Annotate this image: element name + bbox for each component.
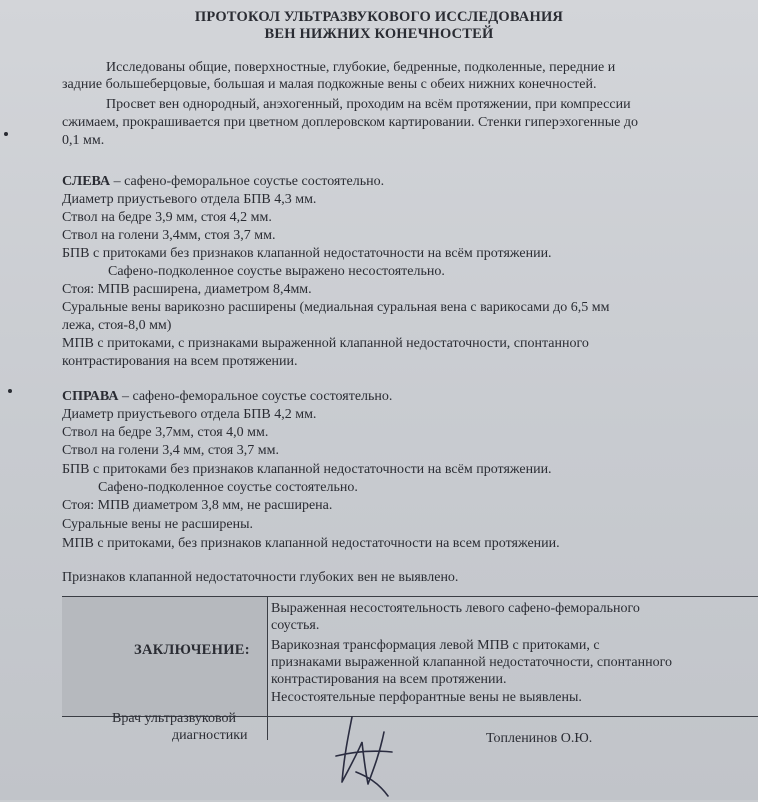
left-line: Ствол на бедре 3,9 мм, стоя 4,2 мм. bbox=[62, 210, 272, 225]
deep-veins-statement: Признаков клапанной недостаточности глубоких вен не выявлено. bbox=[62, 570, 459, 585]
left-line: БПВ с притоками без признаков клапанной недостаточности на всём протяжении. bbox=[62, 246, 552, 261]
conclusion-label: ЗАКЛЮЧЕНИЕ: bbox=[134, 642, 250, 658]
right-heading: СПРАВА bbox=[62, 389, 119, 404]
conclusion-line: контрастирования на всем протяжении. bbox=[271, 672, 507, 687]
intro-line: Исследованы общие, поверхностные, глубокие, бедренные, подколенные, передние и bbox=[106, 60, 616, 75]
right-line: Диаметр приустьевого отдела БПВ 4,2 мм. bbox=[62, 407, 317, 422]
right-line: Ствол на голени 3,4 мм, стоя 3,7 мм. bbox=[62, 443, 279, 458]
right-line: Ствол на бедре 3,7мм, стоя 4,0 мм. bbox=[62, 425, 269, 440]
conclusion-line: соустья. bbox=[271, 618, 320, 633]
left-line: Сафено-подколенное соустье выражено несостоятельно. bbox=[108, 264, 445, 279]
right-heading-rest: – сафено-феморальное соустье состоятельно. bbox=[118, 389, 393, 404]
margin-mark bbox=[4, 132, 8, 136]
intro-line: 0,1 мм. bbox=[62, 133, 105, 148]
conclusion-line: Несостоятельные перфорантные вены не выявлены. bbox=[271, 690, 582, 705]
handwritten-signature bbox=[322, 712, 412, 802]
left-line: лежа, стоя-8,0 мм) bbox=[62, 318, 172, 333]
right-line: Сафено-подколенное соустье состоятельно. bbox=[98, 480, 358, 495]
left-line: контрастирования на всем протяжении. bbox=[62, 354, 298, 369]
right-heading-line bbox=[62, 388, 392, 405]
intro-line: задние большеберцовые, большая и малая подкожные вены с обеих нижних конечностей. bbox=[62, 77, 597, 92]
right-line: МПВ с притоками, без признаков клапанной недостаточности на всем протяжении. bbox=[62, 536, 560, 551]
conclusion-line: Варикозная трансформация левой МПВ с притоками, с bbox=[271, 638, 600, 653]
conclusion-line: Выраженная несостоятельность левого сафено-феморального bbox=[271, 601, 640, 616]
right-line: Суральные вены не расширены. bbox=[62, 517, 253, 532]
left-heading: СЛЕВА bbox=[62, 174, 111, 189]
left-line: МПВ с притоками, с признаками выраженной клапанной недостаточности, спонтанного bbox=[62, 336, 589, 351]
title-line-2: ВЕН НИЖНИХ КОНЕЧНОСТЕЙ bbox=[264, 26, 494, 42]
intro-line: Просвет вен однородный, анэхогенный, проходим на всём протяжении, при компрессии bbox=[106, 97, 631, 112]
left-line: Суральные вены варикозно расширены (медиальная суральная вена с варикосами до 6,5 мм bbox=[62, 300, 610, 315]
conclusion-label-cell bbox=[62, 597, 268, 717]
title-line-1: ПРОТОКОЛ УЛЬТРАЗВУКОВОГО ИССЛЕДОВАНИЯ bbox=[194, 9, 564, 25]
left-heading-line bbox=[62, 173, 384, 190]
right-line: Стоя: МПВ диаметром 3,8 мм, не расширена. bbox=[62, 498, 333, 513]
conclusion-line: признаками выраженной клапанной недостаточности, спонтанного bbox=[271, 655, 672, 670]
left-heading-rest: – сафено-феморальное соустье состоятельно. bbox=[110, 174, 385, 189]
left-line: Стоя: МПВ расширена, диаметром 8,4мм. bbox=[62, 282, 312, 297]
margin-mark bbox=[8, 389, 12, 393]
doctor-role-line-2: диагностики bbox=[172, 728, 248, 743]
right-line: БПВ с притоками без признаков клапанной недостаточности на всём протяжении. bbox=[62, 462, 552, 477]
doctor-name: Топленинов О.Ю. bbox=[486, 731, 593, 746]
intro-line: сжимаем, прокрашивается при цветном доплеровском картировании. Стенки гиперэхогенные до bbox=[62, 115, 639, 130]
left-line: Диаметр приустьевого отдела БПВ 4,3 мм. bbox=[62, 192, 317, 207]
left-line: Ствол на голени 3,4мм, стоя 3,7 мм. bbox=[62, 228, 276, 243]
doctor-role-line-1: Врач ультразвуковой bbox=[112, 711, 237, 726]
signature-divider bbox=[267, 716, 268, 740]
